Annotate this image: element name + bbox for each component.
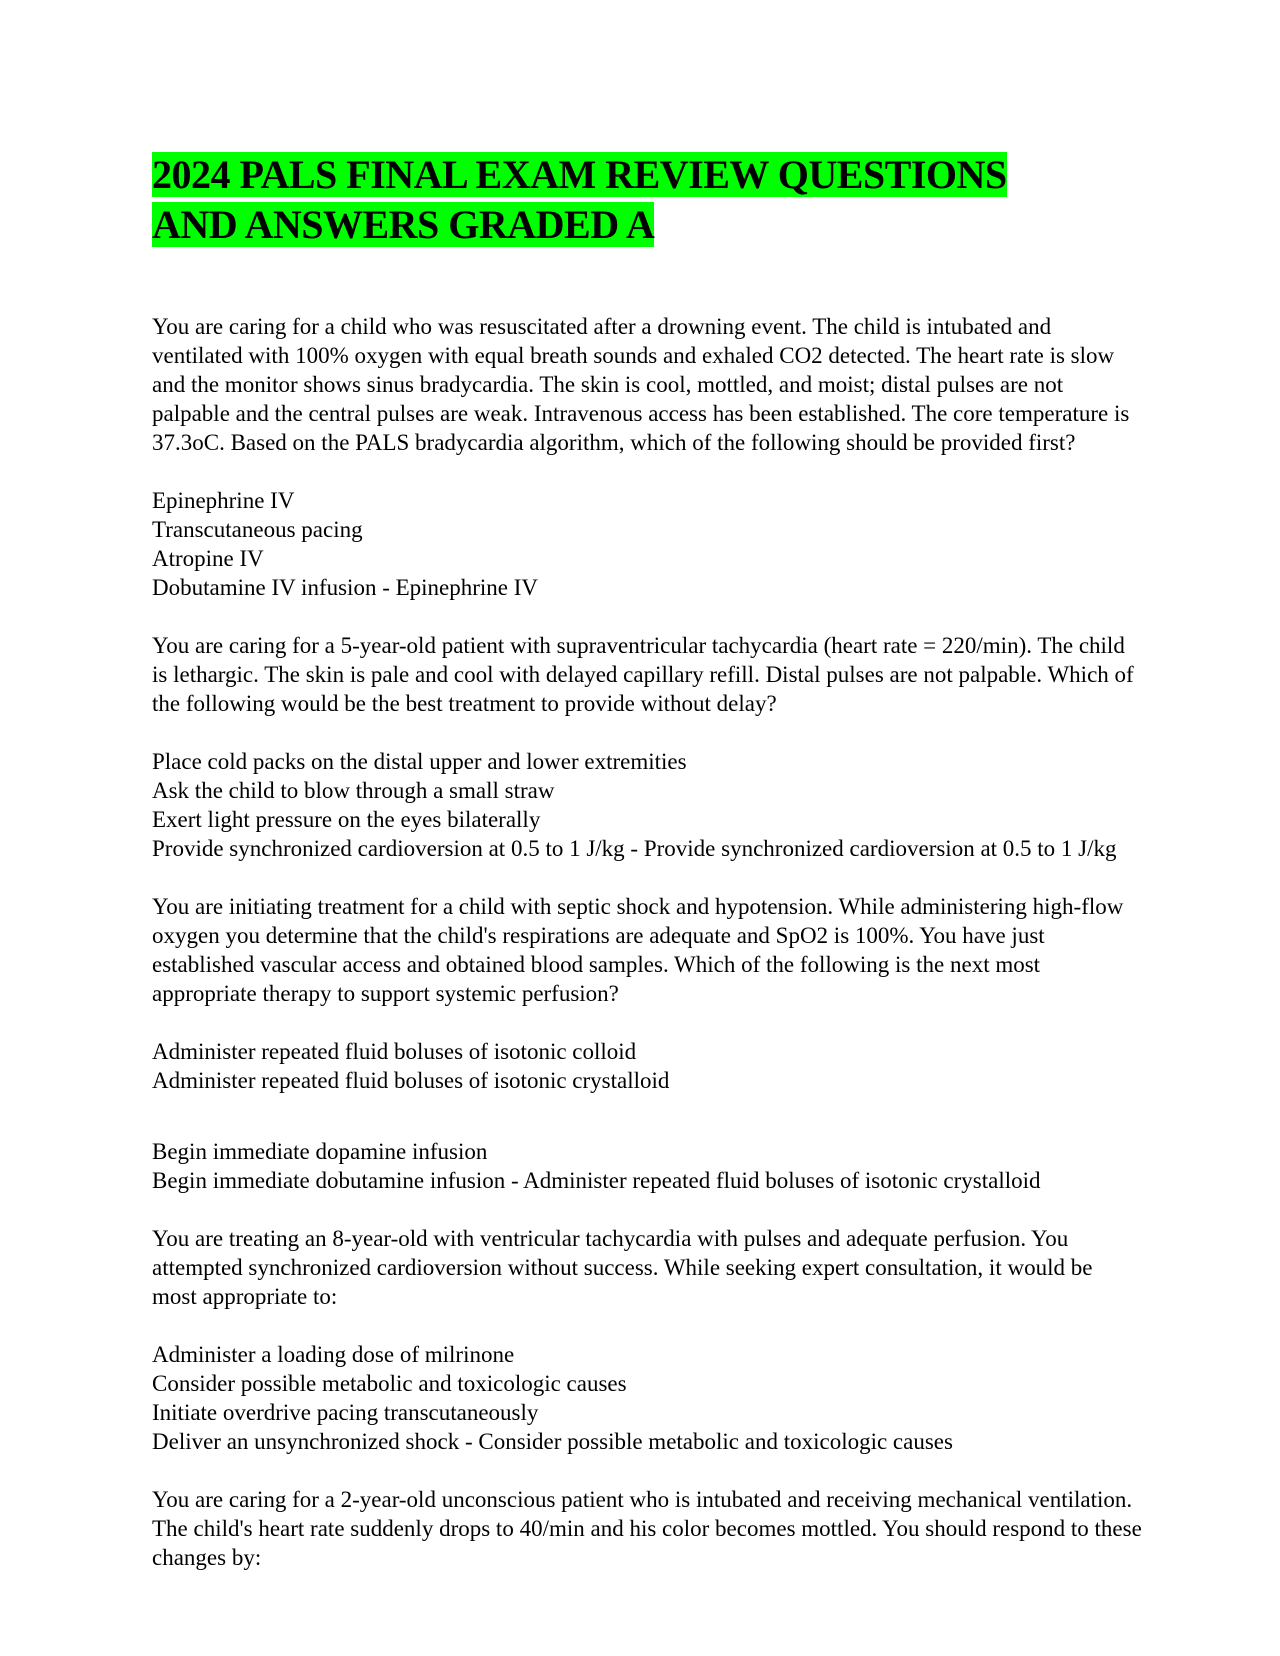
answer-option: Deliver an unsynchronized shock - Consider possible metabolic and toxicologic causes: [152, 1429, 953, 1454]
answer-option: Consider possible metabolic and toxicologic causes: [152, 1371, 627, 1396]
document-title: [152, 150, 1142, 250]
question-block-3: [152, 892, 1142, 1195]
answer-options-1: [152, 486, 1142, 602]
question-text-5: You are caring for a 2-year-old unconscious patient who is intubated and receiving mechanical ventilation. The child's heart rate suddenly drops to 40/min and his color becomes mottled. You should respond to these changes by:: [152, 1487, 1142, 1570]
question-text-3: You are initiating treatment for a child with septic shock and hypotension. While administering high-flow oxygen you determine that the child's respirations are adequate and SpO2 is 100%. You have just established vascular access and obtained blood samples. Which of the following is the next most appropriate therapy to support systemic perfusion?: [152, 894, 1124, 1006]
answer-options-2: [152, 747, 1142, 863]
question-block-1: [152, 312, 1142, 602]
question-text-1: You are caring for a child who was resuscitated after a drowning event. The child is intubated and ventilated with 100% oxygen with equal breath sounds and exhaled CO2 detected. The heart rate is slow and the monitor shows sinus bradycardia. The skin is cool, mottled, and moist; distal pulses are not palpable and the central pulses are weak. Intravenous access has been established. The core temperature is 37.3oC. Based on the PALS bradycardia algorithm, which of the following should be provided first?: [152, 314, 1130, 455]
question-block-4: [152, 1224, 1142, 1456]
answer-option: Initiate overdrive pacing transcutaneously: [152, 1400, 539, 1425]
answer-option: Epinephrine IV: [152, 488, 295, 513]
answer-option: Ask the child to blow through a small straw: [152, 778, 555, 803]
question-text-4: You are treating an 8-year-old with ventricular tachycardia with pulses and adequate perfusion. You attempted synchronized cardioversion without success. While seeking expert consultation, it would be most appropriate to:: [152, 1226, 1093, 1309]
answer-options-3b: [152, 1137, 1142, 1195]
question-text-2: You are caring for a 5-year-old patient with supraventricular tachycardia (heart rate = 220/min). The child is lethargic. The skin is pale and cool with delayed capillary refill. Distal pulses are not palpable. Which of the following would be the best treatment to provide without delay?: [152, 633, 1134, 716]
answer-option: Exert light pressure on the eyes bilaterally: [152, 807, 541, 832]
answer-option: Begin immediate dopamine infusion: [152, 1139, 488, 1164]
answer-option: Place cold packs on the distal upper and lower extremities: [152, 749, 687, 774]
answer-option: Transcutaneous pacing: [152, 517, 363, 542]
answer-option: Begin immediate dobutamine infusion - Administer repeated fluid boluses of isotonic crystalloid: [152, 1168, 1041, 1193]
question-block-5: [152, 1485, 1142, 1572]
answer-option: Administer repeated fluid boluses of isotonic crystalloid: [152, 1068, 670, 1093]
answer-option: Administer a loading dose of milrinone: [152, 1342, 515, 1367]
answer-option: Provide synchronized cardioversion at 0.5 to 1 J/kg - Provide synchronized cardioversion at 0.5 to 1 J/kg: [152, 836, 1117, 861]
document-page: [152, 150, 1142, 1572]
answer-options-4: [152, 1340, 1142, 1456]
title-line-1: 2024 PALS FINAL EXAM REVIEW QUESTIONS: [152, 152, 1007, 197]
answer-option: Atropine IV: [152, 546, 264, 571]
answer-options-3a: [152, 1037, 1142, 1095]
answer-option: Dobutamine IV infusion - Epinephrine IV: [152, 575, 539, 600]
question-block-2: [152, 631, 1142, 863]
answer-option: Administer repeated fluid boluses of isotonic colloid: [152, 1039, 637, 1064]
title-line-2: AND ANSWERS GRADED A: [152, 202, 655, 247]
